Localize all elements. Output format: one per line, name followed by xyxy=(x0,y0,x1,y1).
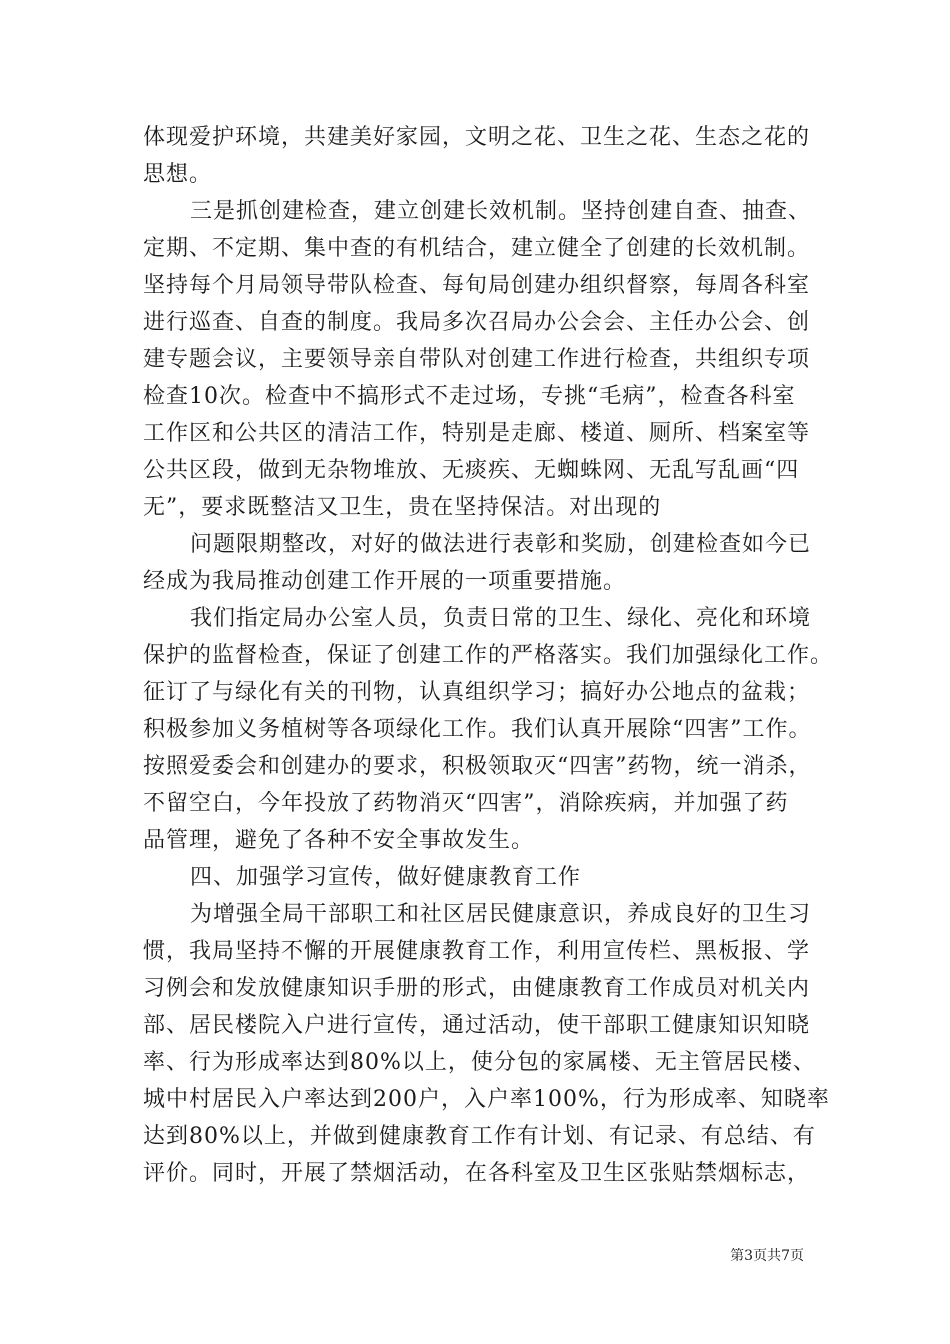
paragraph-start-line: 我们指定局办公室人员，负责日常的卫生、绿化、亮化和环境 xyxy=(190,606,812,631)
text-line: 品管理，避免了各种不安全事故发生。 xyxy=(143,828,535,853)
text-line: 建专题会议，主要领导亲自带队对创建工作进行检查，共组织专项 xyxy=(143,347,811,372)
text-line: 坚持每个月局领导带队检查、每旬局创建办组织督察，每周各科室 xyxy=(143,273,811,298)
text-line: 思想。 xyxy=(143,162,213,187)
paragraph-start-line: 三是抓创建检查，建立创建长效机制。坚持创建自查、抽查、 xyxy=(190,199,812,224)
page-number: 第3页共7页 xyxy=(730,1248,804,1264)
text-line: 检查10次。检查中不搞形式不走过场，专挑“毛病”，检查各科室 xyxy=(143,384,796,409)
text-line: 工作区和公共区的清洁工作，特别是走廊、楼道、厕所、档案室等 xyxy=(143,421,811,446)
text-line: 积极参加义务植树等各项绿化工作。我们认真开展除“四害”工作。 xyxy=(143,717,812,742)
section-heading: 四、加强学习宣传，做好健康教育工作 xyxy=(190,865,582,890)
text-line: 评价。同时，开展了禁烟活动，在各科室及卫生区张贴禁烟标志， xyxy=(143,1161,811,1186)
text-line: 进行巡查、自查的制度。我局多次召局办公会会、主任办公会、创 xyxy=(143,310,811,335)
text-line: 定期、不定期、集中查的有机结合，建立健全了创建的长效机制。 xyxy=(143,236,811,261)
text-line: 达到80%以上，并做到健康教育工作有计划、有记录、有总结、有 xyxy=(143,1124,816,1149)
text-line: 不留空白，今年投放了药物消灭“四害”，消除疾病，并加强了药 xyxy=(143,791,789,816)
paragraph-start-line: 为增强全局干部职工和社区居民健康意识，养成良好的卫生习 xyxy=(190,902,812,927)
text-line: 经成为我局推动创建工作开展的一项重要措施。 xyxy=(143,569,627,594)
paragraph-start-line: 问题限期整改，对好的做法进行表彰和奖励，创建检查如今已 xyxy=(190,532,812,557)
text-line: 城中村居民入户率达到200户，入户率100%，行为形成率、知晓率 xyxy=(143,1087,830,1112)
text-line: 征订了与绿化有关的刊物，认真组织学习；搞好办公地点的盆栽； xyxy=(143,680,811,705)
text-line: 惯，我局坚持不懈的开展健康教育工作，利用宣传栏、黑板报、学 xyxy=(143,939,811,964)
text-line: 按照爱委会和创建办的要求，积极领取灭“四害”药物，统一消杀， xyxy=(143,754,812,779)
text-line: 无”，要求既整洁又卫生，贵在坚持保洁。对出现的 xyxy=(143,495,662,520)
text-line: 习例会和发放健康知识手册的形式，由健康教育工作成员对机关内 xyxy=(143,976,811,1001)
text-line: 体现爱护环境，共建美好家园，文明之花、卫生之花、生态之花的 xyxy=(143,125,811,150)
text-line: 部、居民楼院入户进行宣传，通过活动，使干部职工健康知识知晓 xyxy=(143,1013,811,1038)
text-line: 率、行为形成率达到80%以上，使分包的家属楼、无主管居民楼、 xyxy=(143,1050,816,1075)
text-line: 公共区段，做到无杂物堆放、无痰疾、无蜘蛛网、无乱写乱画“四 xyxy=(143,458,800,483)
text-line: 保护的监督检查，保证了创建工作的严格落实。我们加强绿化工作。 xyxy=(143,643,834,668)
